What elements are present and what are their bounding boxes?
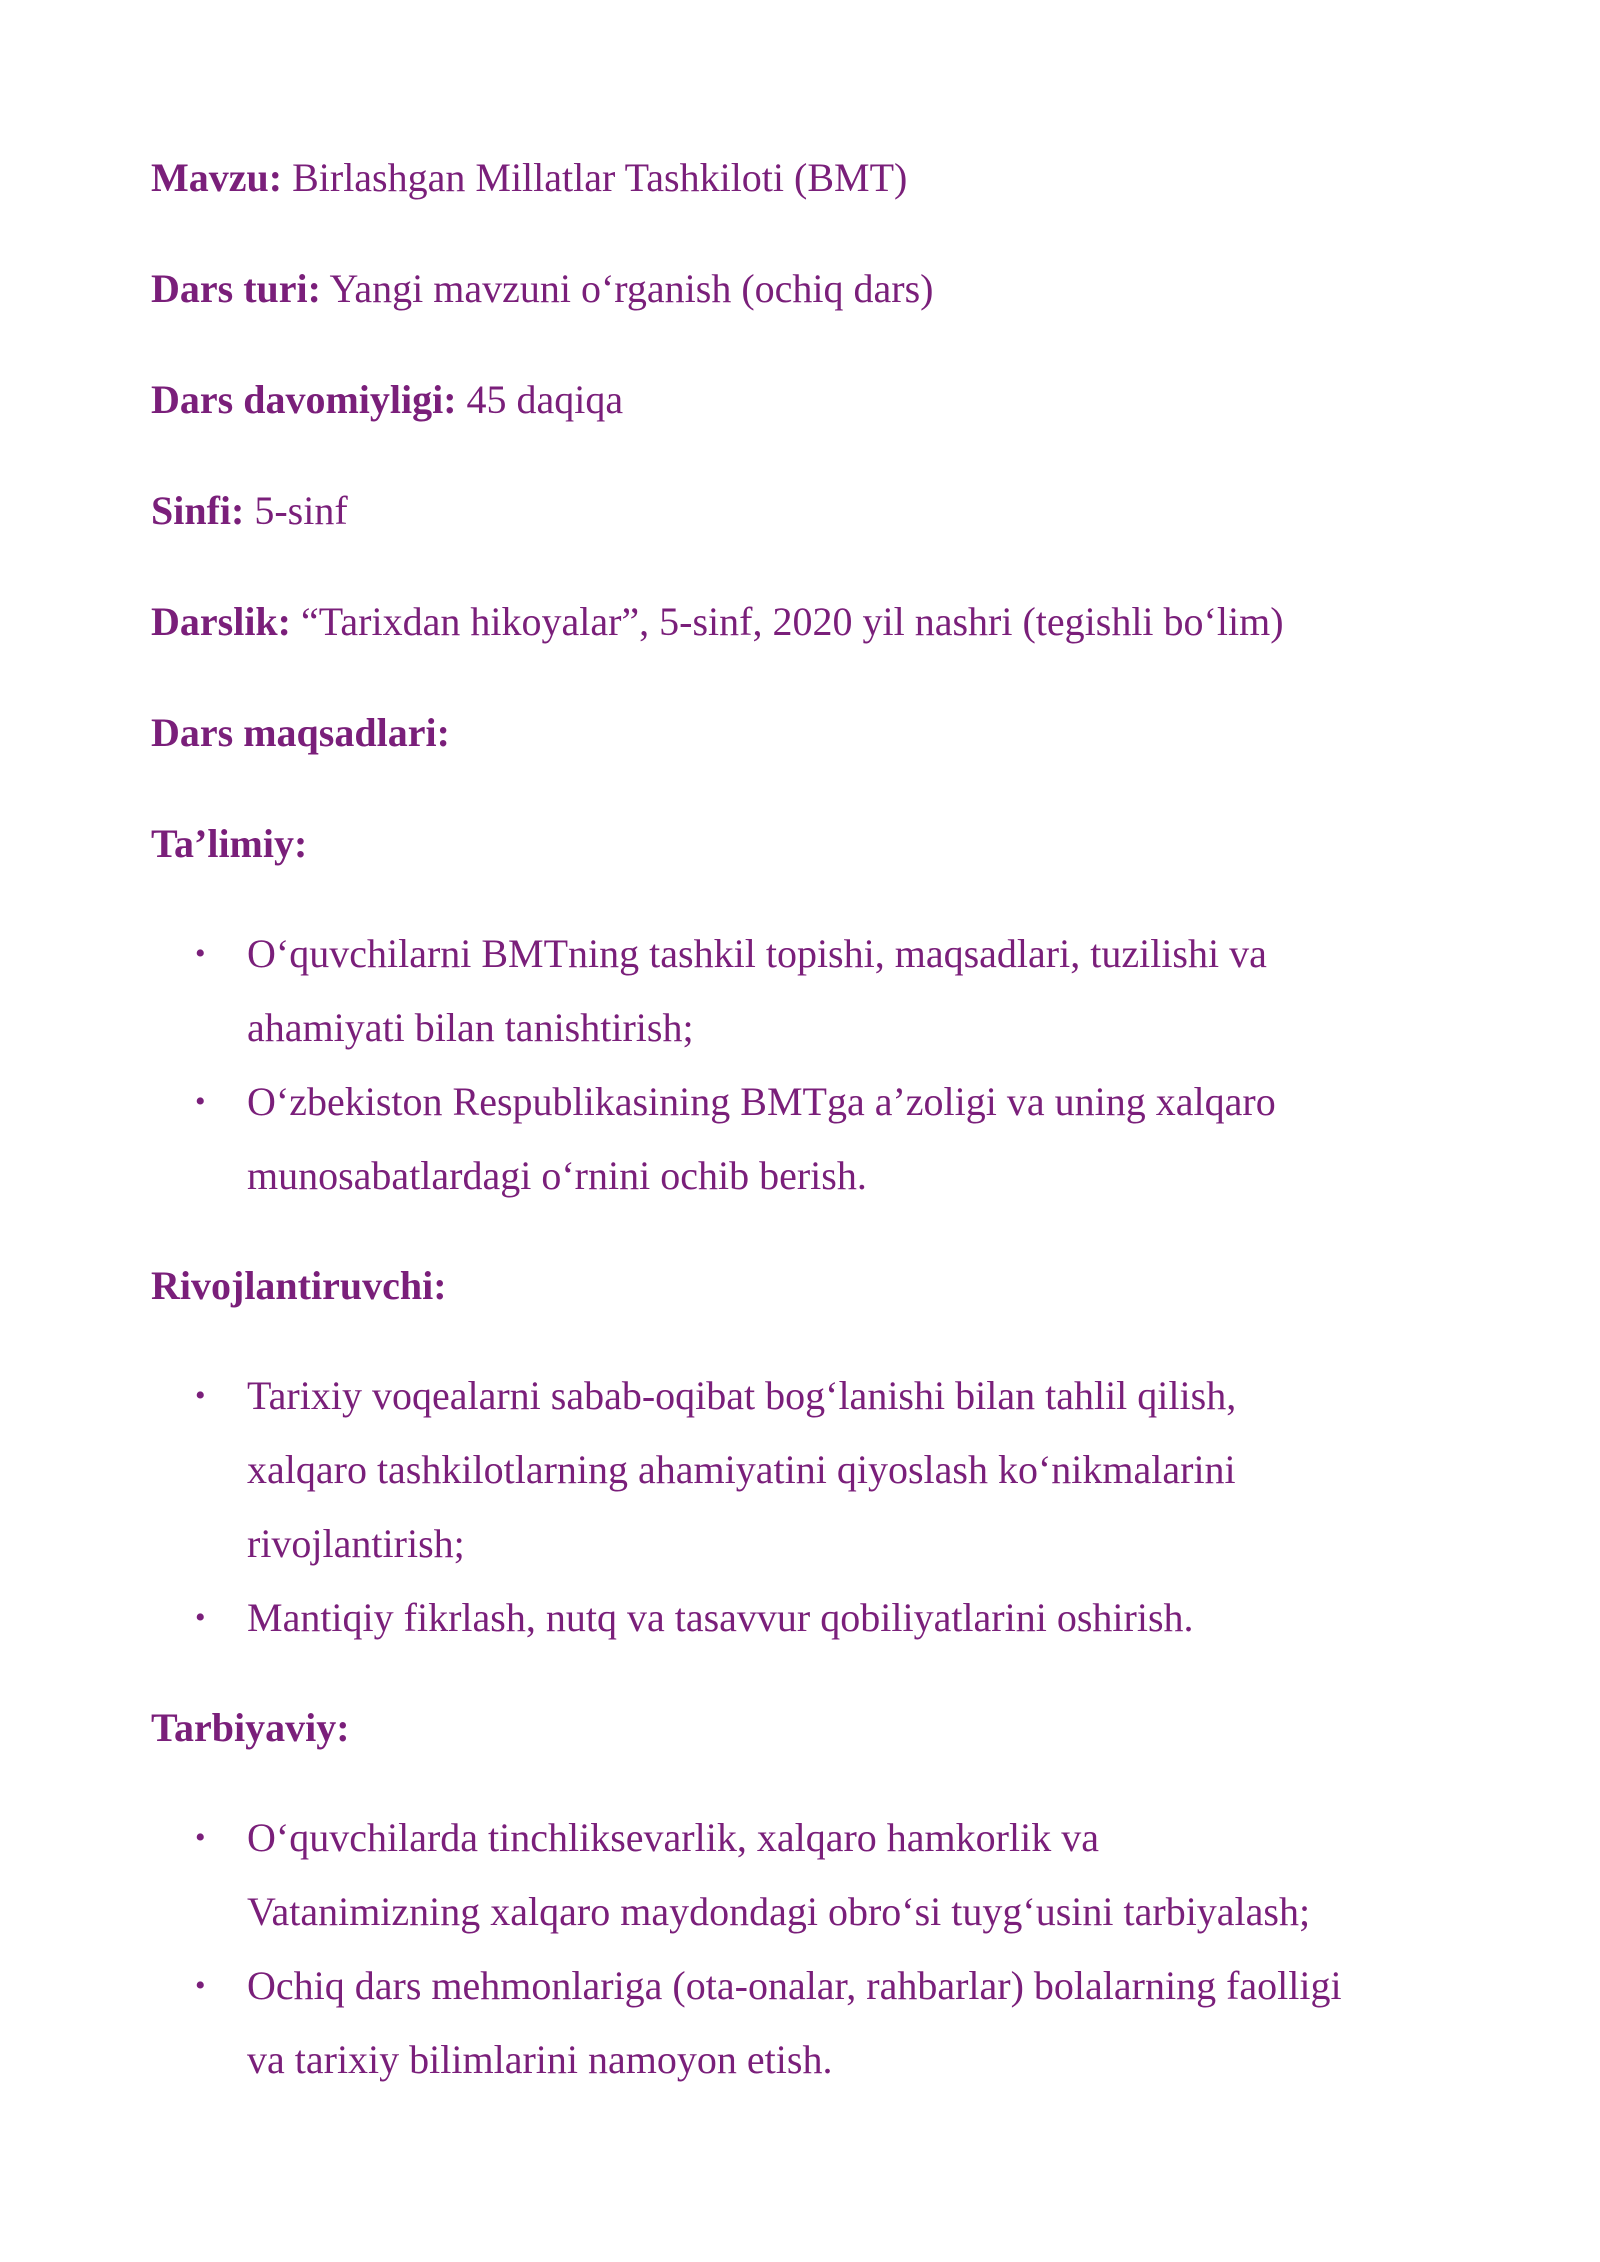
field-mavzu: [151, 154, 907, 202]
bullet-list-tarbiyaviy: [151, 1801, 1451, 2097]
list-item-line: xalqaro tashkilotlarning ahamiyatini qiyoslash ko‘nikmalarini: [247, 1447, 1236, 1492]
list-item: [151, 1949, 1451, 2097]
bullet-icon: •: [195, 1969, 206, 2002]
field-sinfi: [151, 487, 348, 535]
field-label: Dars davomiyligi:: [151, 377, 457, 422]
field-label: Mavzu:: [151, 155, 283, 200]
bullet-list-rivojlantiruvchi: [151, 1359, 1451, 1655]
field-label: Sinfi:: [151, 488, 245, 533]
list-item-line: Vatanimizning xalqaro maydondagi obro‘si tuyg‘usini tarbiyalash;: [247, 1889, 1311, 1934]
list-item-line: Tarixiy voqealarni sabab-oqibat bog‘lanishi bilan tahlil qilish,: [247, 1373, 1237, 1418]
list-item-line: Ochiq dars mehmonlariga (ota-onalar, rahbarlar) bolalarning faolligi: [247, 1963, 1342, 2008]
field-dars-turi: [151, 265, 933, 313]
field-value: “Tarixdan hikoyalar”, 5-sinf, 2020 yil nashri (tegishli bo‘lim): [291, 599, 1284, 644]
field-value: 5-sinf: [244, 488, 348, 533]
list-item: [151, 1801, 1451, 1949]
section-heading-talimiy: Ta’limiy:: [151, 821, 308, 866]
section-heading-rivojlantiruvchi: Rivojlantiruvchi:: [151, 1263, 447, 1308]
list-item-line: ahamiyati bilan tanishtirish;: [247, 1005, 694, 1050]
list-item-line: munosabatlardagi o‘rnini ochib berish.: [247, 1153, 867, 1198]
list-item-line: O‘quvchilarni BMTning tashkil topishi, maqsadlari, tuzilishi va: [247, 931, 1267, 976]
list-item: [151, 1359, 1451, 1581]
field-value: 45 daqiqa: [456, 377, 624, 422]
bullet-icon: •: [195, 1601, 206, 1634]
field-value: Birlashgan Millatlar Tashkiloti (BMT): [282, 155, 908, 200]
field-dars-davomiyligi: [151, 376, 623, 424]
list-item-line: O‘zbekiston Respublikasining BMTga a’zoligi va uning xalqaro: [247, 1079, 1276, 1124]
objectives-heading: Dars maqsadlari:: [151, 710, 450, 755]
list-item: [151, 1065, 1451, 1213]
bullet-icon: •: [195, 937, 206, 970]
bullet-icon: •: [195, 1821, 206, 1854]
list-item: [151, 917, 1451, 1065]
list-item-line: O‘quvchilarda tinchliksevarlik, xalqaro hamkorlik va: [247, 1815, 1099, 1860]
field-darslik: [151, 598, 1284, 646]
bullet-list-talimiy: [151, 917, 1451, 1213]
field-value: Yangi mavzuni o‘rganish (ochiq dars): [320, 266, 934, 311]
bullet-icon: •: [195, 1379, 206, 1412]
section-heading-tarbiyaviy: Tarbiyaviy:: [151, 1705, 350, 1750]
field-label: Darslik:: [151, 599, 291, 644]
list-item-line: rivojlantirish;: [247, 1521, 465, 1566]
bullet-icon: •: [195, 1085, 206, 1118]
list-item-line: Mantiqiy fikrlash, nutq va tasavvur qobiliyatlarini oshirish.: [247, 1595, 1194, 1640]
list-item-line: va tarixiy bilimlarini namoyon etish.: [247, 2037, 833, 2082]
list-item: [151, 1581, 1451, 1655]
field-label: Dars turi:: [151, 266, 321, 311]
